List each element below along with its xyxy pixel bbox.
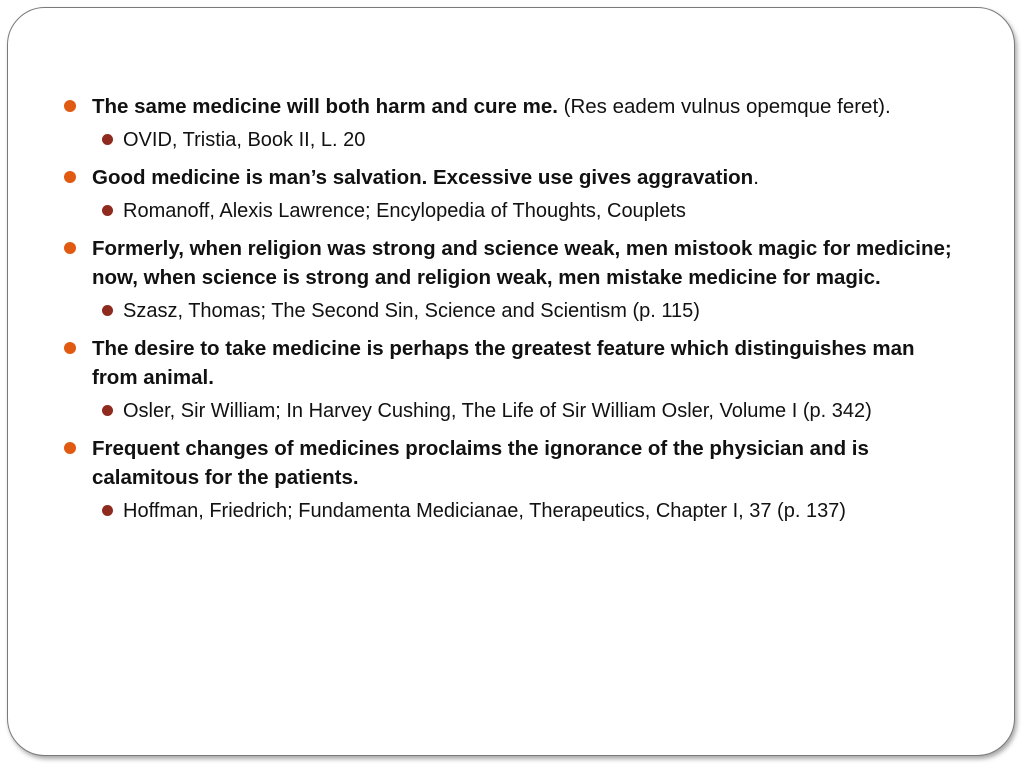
bullet-icon — [64, 100, 76, 112]
bullet-icon — [64, 442, 76, 454]
source-text: Hoffman, Friedrich; Fundamenta Medicianae, Therapeutics, Chapter I, 37 (p. 137) — [123, 500, 846, 522]
quote-source — [62, 297, 952, 325]
bullet-icon — [64, 242, 76, 254]
source-text: Szasz, Thomas; The Second Sin, Science and Scientism (p. 115) — [123, 300, 700, 322]
sub-bullet-icon — [102, 505, 113, 516]
bullet-icon — [64, 171, 76, 183]
bullet-icon — [64, 342, 76, 354]
quote-text: The same medicine will both harm and cure me. — [92, 95, 558, 118]
source-text: OVID, Tristia, Book II, L. 20 — [123, 129, 366, 151]
quote-text: Formerly, when religion was strong and science weak, men mistook magic for medicine; now, when science is strong and religion weak, men mistake medicine for magic. — [92, 237, 952, 289]
quote-extra: . — [753, 166, 759, 189]
quote-source — [62, 397, 952, 425]
quote-source — [62, 497, 952, 525]
sub-bullet-icon — [102, 405, 113, 416]
quote-text: The desire to take medicine is perhaps the greatest feature which distinguishes man from animal. — [92, 337, 915, 389]
quote-list — [62, 92, 952, 534]
quote-text: Good medicine is man’s salvation. Excessive use gives aggravation — [92, 166, 754, 189]
source-text: Romanoff, Alexis Lawrence; Encylopedia of Thoughts, Couplets — [123, 200, 686, 222]
sub-bullet-icon — [102, 205, 113, 216]
quote-item — [62, 334, 952, 392]
sub-bullet-icon — [102, 305, 113, 316]
quote-item — [62, 92, 952, 121]
quote-source — [62, 126, 952, 154]
quote-item — [62, 434, 952, 492]
quote-extra: (Res eadem vulnus opemque feret). — [557, 95, 891, 118]
quote-text: Frequent changes of medicines proclaims the ignorance of the physician and is calamitous for the patients. — [92, 437, 869, 489]
sub-bullet-icon — [102, 134, 113, 145]
quote-item — [62, 234, 952, 292]
quote-item — [62, 163, 952, 192]
source-text: Osler, Sir William; In Harvey Cushing, The Life of Sir William Osler, Volume I (p. 342) — [123, 400, 872, 422]
quote-source — [62, 197, 952, 225]
